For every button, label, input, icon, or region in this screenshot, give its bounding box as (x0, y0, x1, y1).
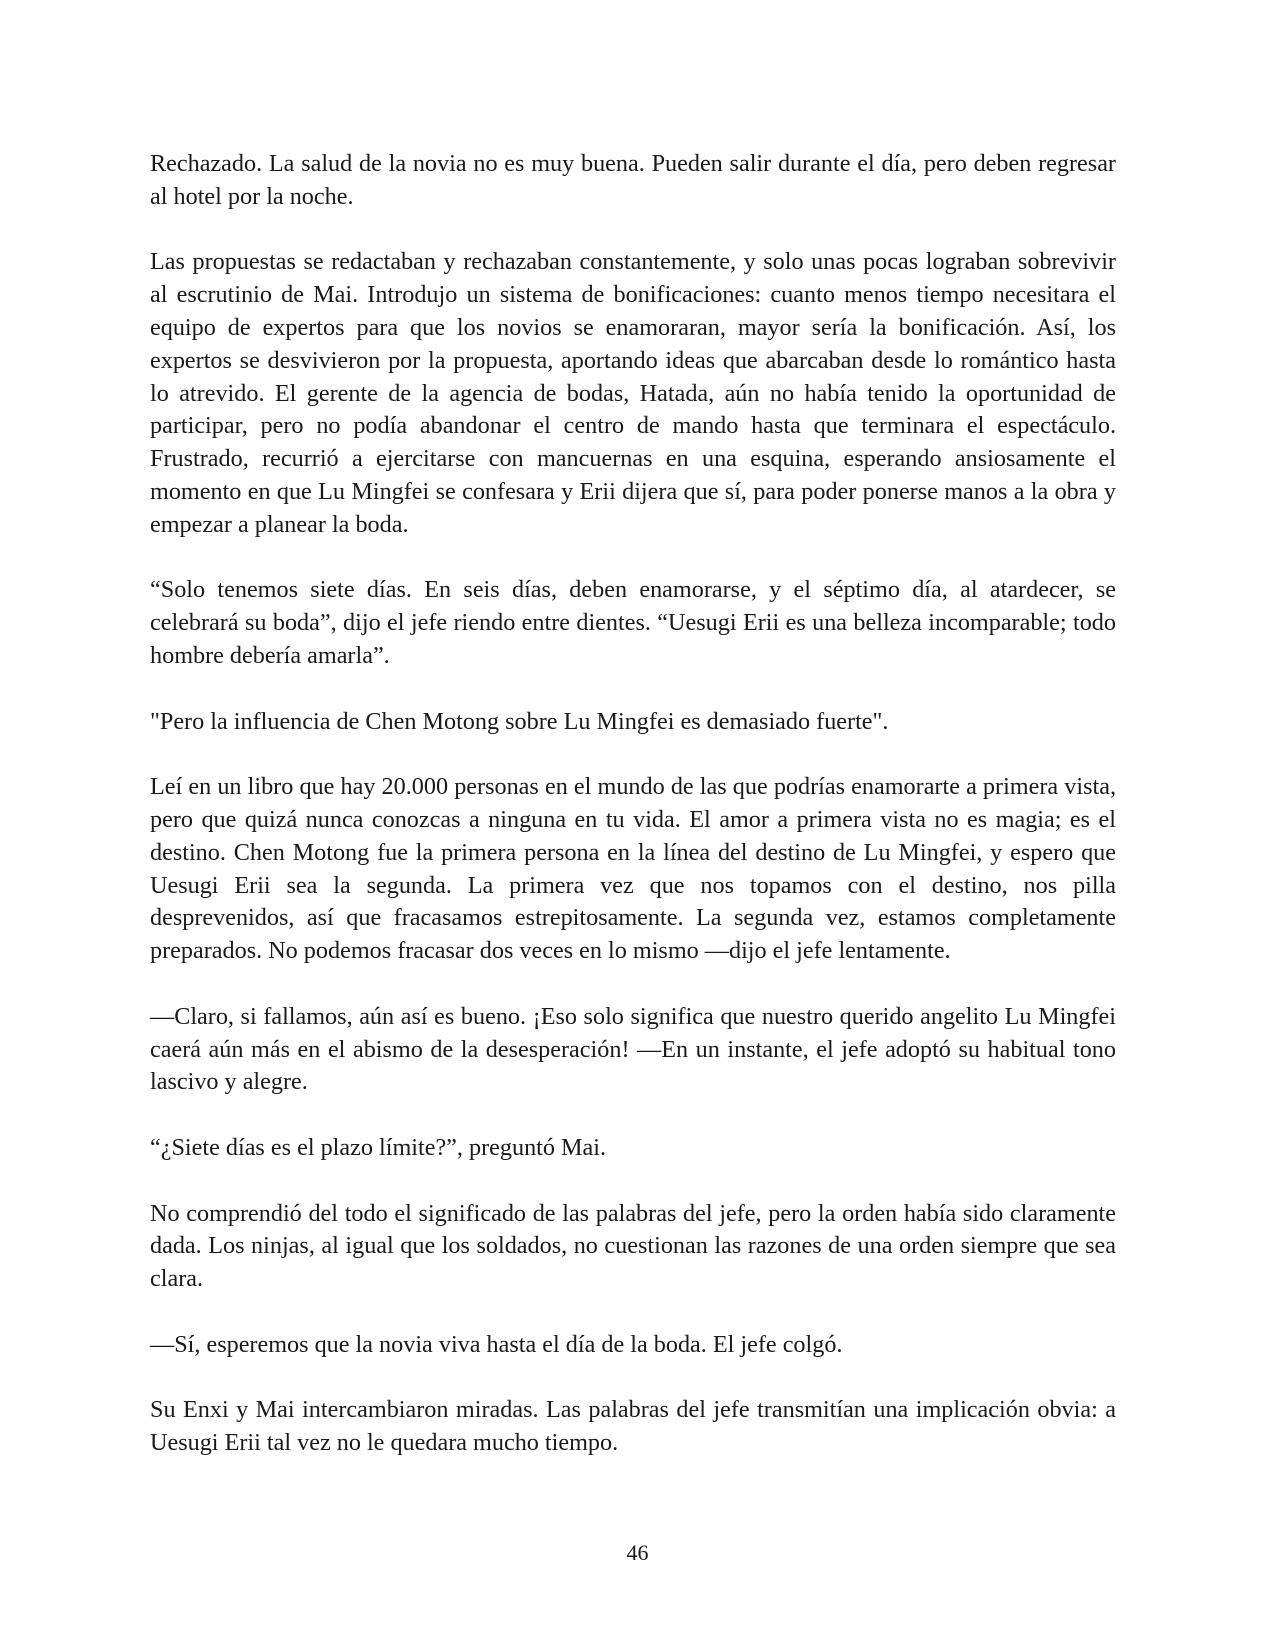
paragraph-5: Leí en un libro que hay 20.000 personas en el mundo de las que podrías enamorarte a primera vista, pero que quizá nunca conozcas a ninguna en tu vida. El amor a primera vista no es magia; es el destino. Chen Motong fue la primera persona en la línea del destino de Lu Mingfei, y espero que Uesugi Erii sea la segunda. La primera vez que nos topamos con el destino, nos pilla desprevenidos, así que fracasamos estrepitosamente. La segunda vez, estamos completamente preparados. No podemos fracasar dos veces en lo mismo —dijo el jefe lentamente. (150, 773, 1116, 965)
paragraph-6: —Claro, si fallamos, aún así es bueno. ¡Eso solo significa que nuestro querido angelito Lu Mingfei caerá aún más en el abismo de la desesperación! —En un instante, el jefe adoptó su habitual tono lascivo y alegre. (150, 1002, 1116, 1096)
paragraph-1: Rechazado. La salud de la novia no es muy buena. Pueden salir durante el día, pero deben regresar al hotel por la noche. (150, 150, 1116, 210)
paragraph-2: Las propuestas se redactaban y rechazaban constantemente, y solo unas pocas lograban sobrevivir al escrutinio de Mai. Introdujo un sistema de bonificaciones: cuanto menos tiempo necesitara el equipo de expertos para que los novios se enamoraran, mayor sería la bonificación. Así, los expertos se desvivieron por la propuesta, aportando ideas que abarcaban desde lo romántico hasta lo atrevido. El gerente de la agencia de bodas, Hatada, aún no había tenido la oportunidad de participar, pero no podía abandonar el centro de mando hasta que terminara el espectáculo. Frustrado, recurrió a ejercitarse con mancuernas en una esquina, esperando ansiosamente el momento en que Lu Mingfei se confesara y Erii dijera que sí, para poder ponerse manos a la obra y empezar a planear la boda. (150, 248, 1116, 538)
paragraph-3: “Solo tenemos siete días. En seis días, deben enamorarse, y el séptimo día, al atardecer, se celebrará su boda”, dijo el jefe riendo entre dientes. “Uesugi Erii es una belleza incomparable; todo hombre debería amarla”. (150, 576, 1116, 669)
paragraph-9: —Sí, esperemos que la novia viva hasta el día de la boda. El jefe colgó. (150, 1330, 843, 1358)
paragraph-8: No comprendió del todo el significado de las palabras del jefe, pero la orden había sido claramente dada. Los ninjas, al igual que los soldados, no cuestionan las razones de una orden siempre que sea clara. (150, 1199, 1116, 1293)
page-number: 46 (626, 1540, 649, 1565)
body-text (150, 148, 1116, 1493)
paragraph-4: "Pero la influencia de Chen Motong sobre Lu Mingfei es demasiado fuerte". (150, 707, 889, 735)
paragraph-10: Su Enxi y Mai intercambiaron miradas. Las palabras del jefe transmitían una implicación obvia: a Uesugi Erii tal vez no le quedara mucho tiempo. (150, 1396, 1116, 1457)
paragraph-7: “¿Siete días es el plazo límite?”, preguntó Mai. (150, 1133, 607, 1161)
